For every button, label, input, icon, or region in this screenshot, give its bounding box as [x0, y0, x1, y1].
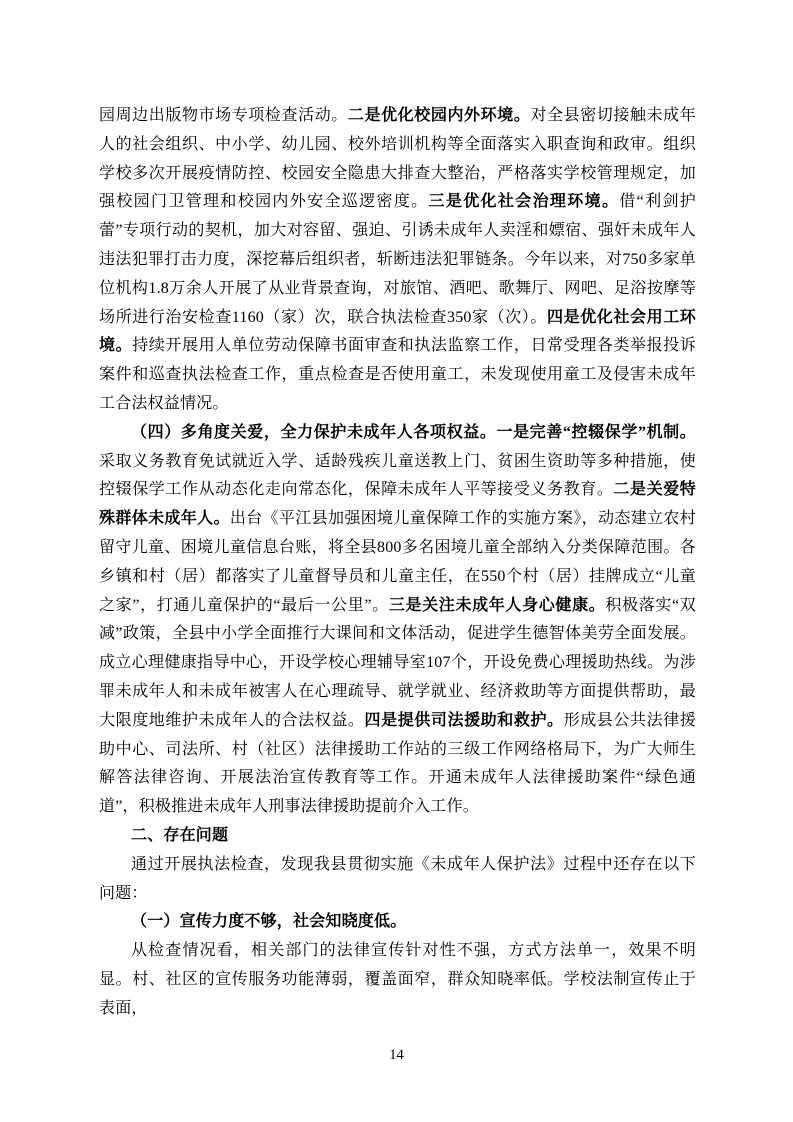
bold-text-run: 三是关注未成年人身心健康。: [388, 596, 606, 614]
bold-text-run: 二是关爱特殊群体未成年人。: [99, 481, 696, 528]
paragraph-continuation: [99, 102, 696, 419]
document-body: [99, 102, 696, 1024]
bold-text-run: 四是提供司法援助和救护。: [364, 711, 564, 729]
text-run: 通过开展执法检查，发现我县贯彻实施《未成年人保护法》过程中还存在以下问题：: [99, 855, 696, 902]
text-run: 出台《平江县加强困境儿童保障工作的实施方案》，动态建立农村留守儿童、困境儿童信息台账，将全县800多名困境儿童全部纳入分类保障范围。各乡镇和村（居）都落实了儿童督导员和儿童主任，在550个村（居）挂牌成立“儿童之家”，打通儿童保护的“最后一公里”。: [99, 510, 696, 614]
text-run: 园周边出版物市场专项检查活动。: [99, 107, 348, 124]
text-run: 形成县公共法律援助中心、司法所、村（社区）法律援助工作站的三级工作网络格局下，为广大师生解答法律咨询、开展法治宣传教育等工作。开通未成年人法律援助案件“绿色通道”，积极推进未成年人刑事法律援助提前介入工作。: [99, 711, 697, 816]
heading-problem-one: [99, 908, 696, 937]
text-run: 从检查情况看，相关部门的法律宣传针对性不强，方式方法单一，效果不明显。村、社区的宣传服务功能薄弱，覆盖面窄，群众知晓率低。学校法制宣传止于表面，: [99, 942, 696, 1017]
paragraph-problems-intro: [99, 851, 696, 909]
paragraph-problem-one-detail: [99, 937, 696, 1023]
bold-text-run: （一）宣传力度不够，社会知晓度低。: [131, 913, 407, 931]
bold-text-run: 二是优化校园内外环境。: [347, 107, 531, 124]
paragraph-section-four-care: [99, 419, 696, 822]
text-run: 积极落实“双减”政策，全县中小学全面推行大课间和文体活动，促进学生德智体美劳全面发展。成立心理健康指导中心，开设学校心理辅导室107个，开设免费心理援助热线。为涉罪未成年人和未成年被害人在心理疏导、就学就业、经济救助等方面提供帮助，最大限度地维护未成年人的合法权益。: [99, 596, 696, 729]
text-run: 借“利剑护蕾”专项行动的契机，加大对容留、强迫、引诱未成年人卖淫和嫖宿、强奸未成年人违法犯罪打击力度，深挖幕后组织者，斩断违法犯罪链条。今年以来，对750多家单位机构1.8万余人开展了从业背景查询，对旅馆、酒吧、歌舞厅、网吧、足浴按摩等场所进行治安检查1160（家）次，联合执法检查350家（次）。: [99, 193, 696, 326]
bold-text-run: 三是优化社会治理环境。: [428, 193, 620, 211]
page-number: 14: [389, 1047, 404, 1063]
bold-text-run: （四）多角度关爱，全力保护未成年人各项权益。一是完善“控辍保学”机制。: [131, 423, 696, 441]
text-run: 对全县密切接触未成年人的社会组织、中小学、幼儿园、校外培训机构等全面落实入职查询和政审。组织学校多次开展疫情防控、校园安全隐患大排查大整治，严格落实学校管理规定，加强校园门卫管理和校园内外安全巡逻密度。: [99, 107, 696, 211]
bold-text-run: 四是优化社会用工环境。: [99, 308, 696, 355]
text-run: 持续开展用人单位劳动保障书面审查和执法监察工作，日常受理各类举报投诉案件和巡查执法检查工作，重点检查是否使用童工，未发现使用童工及侵害未成年工合法权益情况。: [99, 337, 696, 412]
heading-existing-problems: [99, 822, 696, 851]
text-run: 采取义务教育免试就近入学、适龄残疾儿童送教上门、贫困生资助等多种措施，使控辍保学工作从动态化走向常态化，保障未成年人平等接受义务教育。: [99, 452, 696, 499]
bold-text-run: 二、存在问题: [131, 826, 229, 844]
